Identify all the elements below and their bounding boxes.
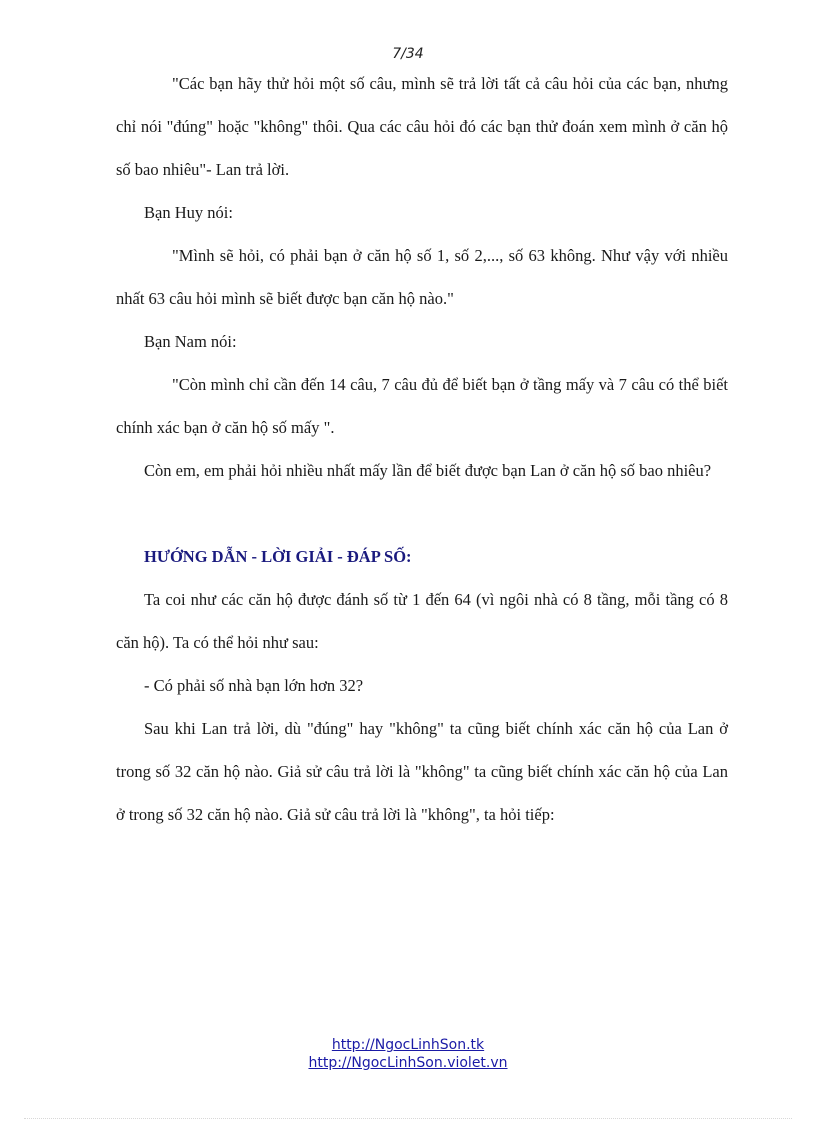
solution-paragraph-1: Ta coi như các căn hộ được đánh số từ 1 đến 64 (vì ngôi nhà có 8 tầng, mỗi tầng có 8 căn hộ). Ta có thể hỏi như sau:	[116, 590, 728, 652]
paragraph-huy-quote: "Mình sẽ hỏi, có phải bạn ở căn hộ số 1, số 2,..., số 63 không. Như vậy với nhiều nhất 63 câu hỏi mình sẽ biết được bạn căn hộ nào."	[116, 246, 728, 308]
paragraph-nam-intro: Bạn Nam nói:	[144, 332, 237, 351]
paragraph-question: Còn em, em phải hỏi nhiều nhất mấy lần để biết được bạn Lan ở căn hộ số bao nhiêu?	[144, 461, 712, 480]
page-number: 7/34	[392, 46, 424, 62]
solution-paragraph-2: - Có phải số nhà bạn lớn hơn 32?	[144, 676, 364, 695]
spacer	[116, 492, 728, 535]
page-footer	[0, 1036, 816, 1072]
section-heading: HƯỚNG DẪN - LỜI GIẢI - ĐÁP SỐ:	[144, 547, 412, 566]
paragraph-nam-quote: "Còn mình chỉ cần đến 14 câu, 7 câu đủ để biết bạn ở tầng mấy và 7 câu có thể biết chính xác bạn ở căn hộ số mấy ".	[116, 375, 728, 437]
solution-paragraph-3: Sau khi Lan trả lời, dù "đúng" hay "không" ta cũng biết chính xác căn hộ của Lan ở trong số 32 căn hộ nào. Giả sử câu trả lời là "không" ta cũng biết chính xác căn hộ của Lan ở trong số 32 căn hộ nào. Giả sử câu trả lời là "không", ta hỏi tiếp:	[116, 719, 728, 824]
document-body	[116, 62, 728, 836]
footer-link-tk[interactable]: http://NgocLinhSon.tk	[331, 1037, 485, 1053]
paragraph-lan-reply: "Các bạn hãy thử hỏi một số câu, mình sẽ trả lời tất cả câu hỏi của các bạn, nhưng chỉ nói "đúng" hoặc "không" thôi. Qua các câu hỏi đó các bạn thử đoán xem mình ở căn hộ số bao nhiêu"- Lan trả lời.	[116, 74, 728, 179]
footer-link-violet[interactable]: http://NgocLinhSon.violet.vn	[308, 1055, 508, 1071]
page-bottom-divider	[24, 1118, 792, 1119]
paragraph-huy-intro: Bạn Huy nói:	[144, 203, 233, 222]
